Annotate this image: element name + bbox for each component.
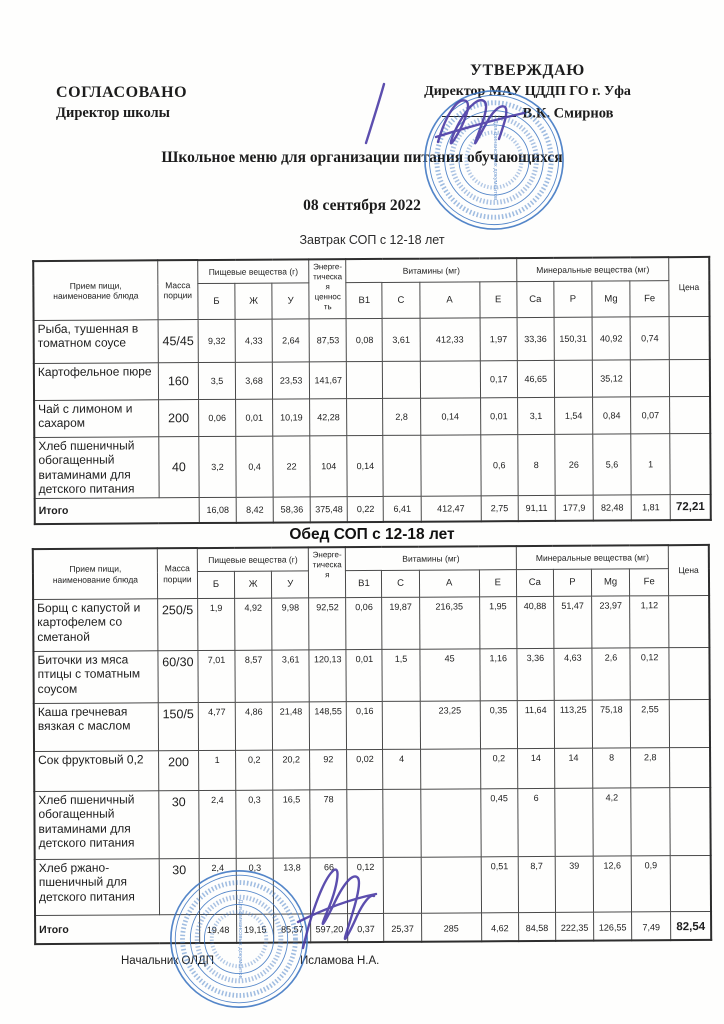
value-cell: 0,51 <box>481 856 518 912</box>
subcolumn-header: C <box>382 282 419 318</box>
value-cell: 2,4 <box>199 858 236 914</box>
portion-mass-cell: 200 <box>158 400 198 437</box>
col-energy-header: Энерге- тическа я <box>309 547 346 598</box>
value-cell: 0,74 <box>630 317 669 360</box>
value-cell <box>383 789 421 857</box>
table-row <box>34 359 710 400</box>
table-row <box>34 699 710 751</box>
value-cell: 42,28 <box>310 399 347 436</box>
value-cell: 2,4 <box>199 790 237 858</box>
value-cell: 0,35 <box>480 700 517 748</box>
value-cell: 3,61 <box>382 318 419 361</box>
agreed-title: СОГЛАСОВАНО <box>56 84 188 101</box>
approved-name: В.К. Смирнов <box>522 105 614 122</box>
total-value-cell: 375,48 <box>310 496 347 522</box>
subcolumn-header: Fe <box>630 281 669 317</box>
value-cell: 120,13 <box>309 649 346 701</box>
value-cell: 9,98 <box>272 597 309 649</box>
dish-name-cell: Рыба, тушенная в томатном соусе <box>34 320 159 364</box>
total-value-cell: 177,9 <box>555 495 593 521</box>
value-cell: 14 <box>517 748 554 788</box>
value-cell: 412,33 <box>420 318 480 361</box>
value-cell: 0,2 <box>480 748 517 788</box>
footer-person-name: Исламова Н.А. <box>299 954 380 967</box>
tables-area <box>33 233 711 967</box>
portion-mass-cell: 200 <box>158 750 198 790</box>
value-cell: 8,7 <box>518 856 555 912</box>
value-cell <box>670 433 711 494</box>
col-minerals-group-header: Минеральные вещества (мг) <box>516 257 669 281</box>
col-minerals-group-header: Минеральные вещества (мг) <box>516 545 669 569</box>
value-cell: 40,88 <box>516 596 553 648</box>
value-cell: 0,2 <box>236 750 273 790</box>
value-cell: 216,35 <box>419 596 479 648</box>
value-cell: 3,36 <box>517 648 554 700</box>
value-cell: 0,84 <box>593 397 631 434</box>
col-mass-header: Масса порции <box>158 260 198 320</box>
dish-name-cell: Хлеб пшеничный обогащенный витаминами для детского питания <box>34 790 159 859</box>
value-cell <box>670 787 711 855</box>
value-cell: 2,8 <box>631 747 670 787</box>
value-cell: 0,17 <box>480 361 517 398</box>
value-cell <box>670 359 710 396</box>
value-cell: 0,01 <box>346 649 382 701</box>
total-value-cell: 7,49 <box>632 911 671 940</box>
total-value-cell: 2,75 <box>481 495 518 521</box>
dish-name-cell: Картофельное пюре <box>34 363 159 401</box>
value-cell: 0,06 <box>346 597 382 649</box>
value-cell: 0,14 <box>420 398 480 435</box>
subcolumn-header: У <box>272 570 309 597</box>
breakfast-table-title: Завтрак СОП с 12-18 лет <box>299 233 445 247</box>
subcolumn-header: E <box>480 282 517 318</box>
portion-mass-cell: 250/5 <box>157 598 197 650</box>
value-cell: 4,33 <box>235 319 272 362</box>
col-vitamins-group-header: Витамины (мг) <box>346 258 517 283</box>
portion-mass-cell: 160 <box>158 363 198 400</box>
value-cell: 0,45 <box>480 788 518 856</box>
value-cell: 66 <box>310 857 347 913</box>
subcolumn-header: B1 <box>346 570 382 597</box>
total-value-cell: 285 <box>421 912 481 941</box>
total-value-cell: 8,42 <box>236 497 273 523</box>
value-cell: 1,5 <box>382 649 419 701</box>
col-price-header: Цена <box>669 257 710 317</box>
value-cell: 4,92 <box>235 598 272 650</box>
dish-name-cell: Биточки из мяса птицы с томатным соусом <box>33 650 158 703</box>
value-cell: 141,67 <box>310 362 347 399</box>
value-cell: 1 <box>631 434 670 495</box>
subcolumn-header: A <box>419 569 479 596</box>
value-cell: 7,01 <box>198 650 235 702</box>
col-price-header: Цена <box>669 545 710 596</box>
subcolumn-header: Ca <box>517 281 554 317</box>
stamp-center-text: Для финансовых документов <box>237 899 243 979</box>
value-cell: 20,2 <box>273 749 310 789</box>
subcolumn-header: C <box>382 570 419 597</box>
table-row <box>33 647 709 703</box>
total-value-cell: 84,58 <box>518 912 555 941</box>
value-cell: 21,48 <box>272 701 309 749</box>
value-cell <box>420 435 481 496</box>
total-label-cell: Итого <box>35 497 200 524</box>
subcolumn-header: Mg <box>591 568 629 595</box>
value-cell <box>420 748 480 788</box>
approved-title: УТВЕРЖДАЮ <box>470 62 585 79</box>
value-cell: 1,9 <box>198 598 235 650</box>
value-cell: 8 <box>593 747 631 787</box>
value-cell <box>631 787 671 855</box>
total-value-cell: 19,15 <box>237 914 274 943</box>
document-title: Школьное меню для организации питания обучающихся <box>161 149 563 166</box>
value-cell: 0,06 <box>199 399 236 436</box>
value-cell: 33,36 <box>517 317 554 360</box>
value-cell: 6 <box>518 788 556 856</box>
value-cell <box>347 398 383 435</box>
total-value-cell: 597,20 <box>311 913 348 942</box>
value-cell: 2,6 <box>592 647 630 699</box>
value-cell <box>630 360 669 397</box>
value-cell: 23,25 <box>420 700 480 748</box>
value-cell: 11,64 <box>517 700 554 748</box>
value-cell: 92,52 <box>309 597 346 649</box>
total-row <box>35 494 711 524</box>
total-value-cell: 222,35 <box>555 912 593 941</box>
dish-name-cell: Каша гречневая вязкая с маслом <box>34 702 159 751</box>
subcolumn-header: Fe <box>630 568 669 595</box>
value-cell: 5,6 <box>593 434 631 495</box>
value-cell <box>383 361 420 398</box>
value-cell <box>421 856 482 912</box>
value-cell <box>383 435 420 496</box>
value-cell <box>347 789 384 857</box>
value-cell: 14 <box>554 748 592 788</box>
table-row <box>33 595 709 651</box>
value-cell: 35,12 <box>592 360 630 397</box>
subcolumn-header: Ж <box>235 571 272 598</box>
value-cell: 0,01 <box>480 398 517 435</box>
total-value-cell: 412,47 <box>421 495 481 521</box>
total-row <box>35 911 711 944</box>
agreed-subtitle: Директор школы <box>56 105 170 121</box>
value-cell: 9,32 <box>198 319 235 362</box>
total-value-cell: 19,48 <box>200 914 237 943</box>
total-value-cell: 82,48 <box>593 494 631 520</box>
value-cell: 0,16 <box>347 701 383 749</box>
table-row <box>35 855 711 915</box>
value-cell: 39 <box>555 856 593 912</box>
value-cell: 0,01 <box>236 399 273 436</box>
value-cell <box>670 747 711 787</box>
value-cell: 150,31 <box>554 317 592 360</box>
total-value-cell: 25,37 <box>384 913 421 942</box>
value-cell <box>383 701 420 749</box>
subcolumn-header: У <box>272 283 309 319</box>
value-cell: 1,16 <box>480 648 517 700</box>
value-cell: 3,1 <box>517 397 554 434</box>
subcolumn-header: B1 <box>346 282 382 318</box>
total-value-cell: 0,37 <box>348 913 384 942</box>
value-cell: 92 <box>310 749 347 789</box>
value-cell: 13,8 <box>273 857 310 913</box>
signature-line <box>442 104 516 117</box>
value-cell: 0,4 <box>236 436 273 497</box>
value-cell <box>669 647 710 699</box>
col-nutrients-group-header: Пищевые вещества (г) <box>198 259 309 283</box>
dish-name-cell: Чай с лимоном и сахаром <box>34 400 159 438</box>
footer-position-label: Начальник ОЛДП <box>121 954 214 967</box>
agreed-block <box>56 84 187 122</box>
approved-name-line <box>380 104 675 122</box>
subcolumn-header: Ж <box>235 283 272 319</box>
subcolumn-header: Б <box>198 283 235 319</box>
value-cell: 0,12 <box>630 647 669 699</box>
total-label-cell: Итого <box>35 914 200 944</box>
value-cell: 8,57 <box>235 650 272 702</box>
total-value-cell: 6,41 <box>384 496 421 522</box>
value-cell: 2,64 <box>272 319 309 362</box>
value-cell: 4,77 <box>198 702 235 750</box>
value-cell: 4 <box>383 749 420 789</box>
value-cell: 0,3 <box>236 858 273 914</box>
portion-mass-cell: 45/45 <box>158 320 198 363</box>
col-meal-header: Прием пищи, наименование блюда <box>33 260 158 320</box>
value-cell <box>555 788 594 856</box>
value-cell: 0,07 <box>631 397 670 434</box>
dish-name-cell: Хлеб пшеничный обогащенный витаминами для детского питания <box>34 437 159 498</box>
col-vitamins-group-header: Витамины (мг) <box>346 546 517 571</box>
value-cell: 104 <box>310 436 347 497</box>
value-cell: 148,55 <box>309 701 346 749</box>
dish-name-cell: Борщ с капустой и картофелем со сметаной <box>33 598 158 651</box>
subcolumn-header: Б <box>197 571 234 598</box>
value-cell: 8 <box>518 434 555 495</box>
value-cell: 3,61 <box>272 649 309 701</box>
value-cell: 0,02 <box>347 749 383 789</box>
value-cell: 0,9 <box>631 855 670 911</box>
subcolumn-header: E <box>479 569 516 596</box>
value-cell: 3,5 <box>198 362 235 399</box>
value-cell: 1,95 <box>479 596 516 648</box>
value-cell: 45 <box>419 648 479 700</box>
value-cell: 26 <box>555 434 593 495</box>
total-value-cell: 85,57 <box>274 913 311 942</box>
portion-mass-cell: 40 <box>159 437 199 498</box>
table-row <box>34 316 710 363</box>
value-cell: 22 <box>273 436 310 497</box>
value-cell: 23,97 <box>592 595 630 647</box>
value-cell <box>384 857 421 913</box>
value-cell: 4,86 <box>235 702 272 750</box>
value-cell: 10,19 <box>273 399 310 436</box>
dish-name-cell: Сок фруктовый 0,2 <box>34 750 159 791</box>
value-cell: 4,2 <box>593 787 632 855</box>
total-value-cell: 16,08 <box>199 497 236 523</box>
value-cell: 40,92 <box>592 317 630 360</box>
total-value-cell: 126,55 <box>594 911 632 940</box>
value-cell: 3,2 <box>199 436 236 497</box>
value-cell: 0,08 <box>346 318 382 361</box>
col-energy-header: Энерге- тическа я ценнос ть <box>309 259 346 319</box>
col-meal-header: Прием пищи, наименование блюда <box>33 548 158 599</box>
approved-block <box>380 62 675 122</box>
subcolumn-header: Mg <box>592 281 630 317</box>
portion-mass-cell: 30 <box>159 790 200 858</box>
value-cell: 2,8 <box>383 398 420 435</box>
portion-mass-cell: 60/30 <box>158 650 198 702</box>
value-cell: 0,14 <box>347 435 383 496</box>
subcolumn-header: P <box>554 281 592 317</box>
value-cell: 1 <box>199 750 236 790</box>
document-date: 08 сентября 2022 <box>303 197 421 214</box>
subcolumn-header: A <box>419 282 479 318</box>
footer-row <box>33 955 711 967</box>
subcolumn-header: Ca <box>516 569 553 596</box>
value-cell: 46,65 <box>517 360 554 397</box>
value-cell: 87,53 <box>309 319 346 362</box>
total-price-cell: 72,21 <box>670 494 710 520</box>
total-value-cell: 58,36 <box>273 496 310 522</box>
breakfast-table <box>32 256 712 525</box>
stamp-center-text: Для финансовых документов <box>492 119 498 201</box>
value-cell: 0,12 <box>348 857 384 913</box>
value-cell <box>669 316 710 359</box>
portion-mass-cell: 30 <box>159 858 199 914</box>
table-row <box>34 747 710 791</box>
value-cell: 0,3 <box>236 790 274 858</box>
value-cell <box>554 360 592 397</box>
value-cell <box>670 855 711 911</box>
dish-name-cell: Хлеб ржано-пшеничный для детского питания <box>35 858 160 915</box>
subcolumn-header: P <box>553 569 591 596</box>
value-cell: 1,12 <box>630 595 669 647</box>
value-cell <box>420 788 481 856</box>
total-value-cell: 91,11 <box>518 495 555 521</box>
lunch-table-title: Обед СОП с 12-18 лет <box>289 525 455 543</box>
col-nutrients-group-header: Пищевые вещества (г) <box>197 547 308 571</box>
value-cell: 23,53 <box>272 362 309 399</box>
total-value-cell: 4,62 <box>481 912 518 941</box>
value-cell: 51,47 <box>553 596 591 648</box>
approved-subtitle: Директор МАУ ЦДДП ГО г. Уфа <box>424 84 631 99</box>
value-cell <box>669 595 710 647</box>
table-row <box>34 433 710 498</box>
total-value-cell: 1,81 <box>631 494 670 520</box>
col-mass-header: Масса порции <box>157 548 197 599</box>
table-row <box>34 396 710 437</box>
table-row <box>34 787 710 859</box>
value-cell: 16,5 <box>273 789 311 857</box>
value-cell: 19,87 <box>382 597 419 649</box>
value-cell: 1,54 <box>554 397 592 434</box>
value-cell <box>670 396 710 433</box>
value-cell: 113,25 <box>554 700 592 748</box>
value-cell <box>669 699 710 747</box>
value-cell: 12,6 <box>593 855 631 911</box>
value-cell <box>420 361 480 398</box>
value-cell: 3,68 <box>235 362 272 399</box>
value-cell: 0,6 <box>480 435 517 496</box>
value-cell: 78 <box>310 789 348 857</box>
value-cell <box>347 361 383 398</box>
value-cell: 4,63 <box>554 648 592 700</box>
portion-mass-cell: 150/5 <box>158 702 198 750</box>
header-row-groups <box>33 545 709 573</box>
lunch-table <box>32 543 712 944</box>
total-value-cell: 0,22 <box>347 496 383 522</box>
total-price-cell: 82,54 <box>671 911 711 940</box>
value-cell: 2,55 <box>630 699 669 747</box>
value-cell: 75,18 <box>592 699 630 747</box>
value-cell: 1,97 <box>480 318 517 361</box>
